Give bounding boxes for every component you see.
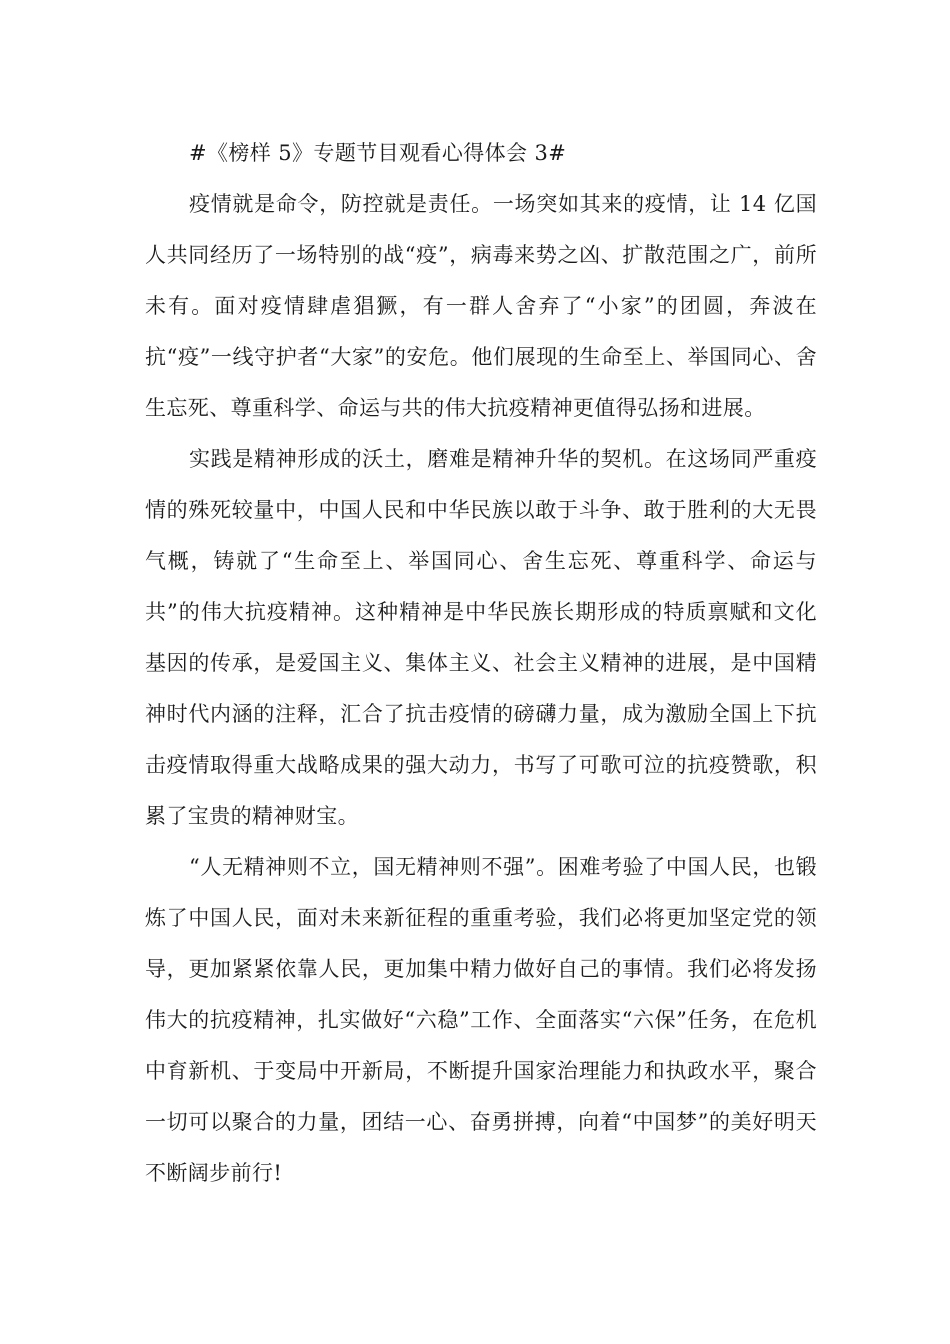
document-heading: #《榜样 5》专题节目观看心得体会 3# (189, 141, 567, 165)
paragraph-2: 实践是精神形成的沃土，磨难是精神升华的契机。在这场同严重疫情的殊死较量中，中国人民和中华民族以敢于斗争、敢于胜利的大无畏气概，铸就了“生命至上、举国同心、舍生忘死、尊重科学、命运与共”的伟大抗疫精神。这种精神是中华民族长期形成的特质禀赋和文化基因的传承，是爱国主义、集体主义、社会主义精神的进展，是中国精神时代内涵的注释，汇合了抗击疫情的磅礴力量，成为激励全国上下抗击疫情取得重大战略成果的强大动力，书写了可歌可泣的抗疫赞歌，积累了宝贵的精神财宝。 (145, 447, 817, 828)
paragraph-1: 疫情就是命令，防控就是责任。一场突如其来的疫情，让 14 亿国人共同经历了一场特别的战“疫”，病毒来势之凶、扩散范围之广，前所未有。面对疫情肆虐猖獗，有一群人舍弃了“小家”的团圆，奔波在抗“疫”一线守护者“大家”的安危。他们展现的生命至上、举国同心、舍生忘死、尊重科学、命运与共的伟大抗疫精神更值得弘扬和进展。 (145, 192, 817, 420)
paragraph-3: “人无精神则不立，国无精神则不强”。困难考验了中国人民，也锻炼了中国人民，面对未来新征程的重重考验，我们必将更加坚定党的领导，更加紧紧依靠人民，更加集中精力做好自己的事情。我们必将发扬伟大的抗疫精神，扎实做好“六稳”工作、全面落实“六保”任务，在危机中育新机、于变局中开新局，不断提升国家治理能力和执政水平，聚合一切可以聚合的力量，团结一心、奋勇拼搏，向着“中国梦”的美好明天不断阔步前行! (145, 855, 817, 1185)
document-body (145, 128, 817, 1199)
